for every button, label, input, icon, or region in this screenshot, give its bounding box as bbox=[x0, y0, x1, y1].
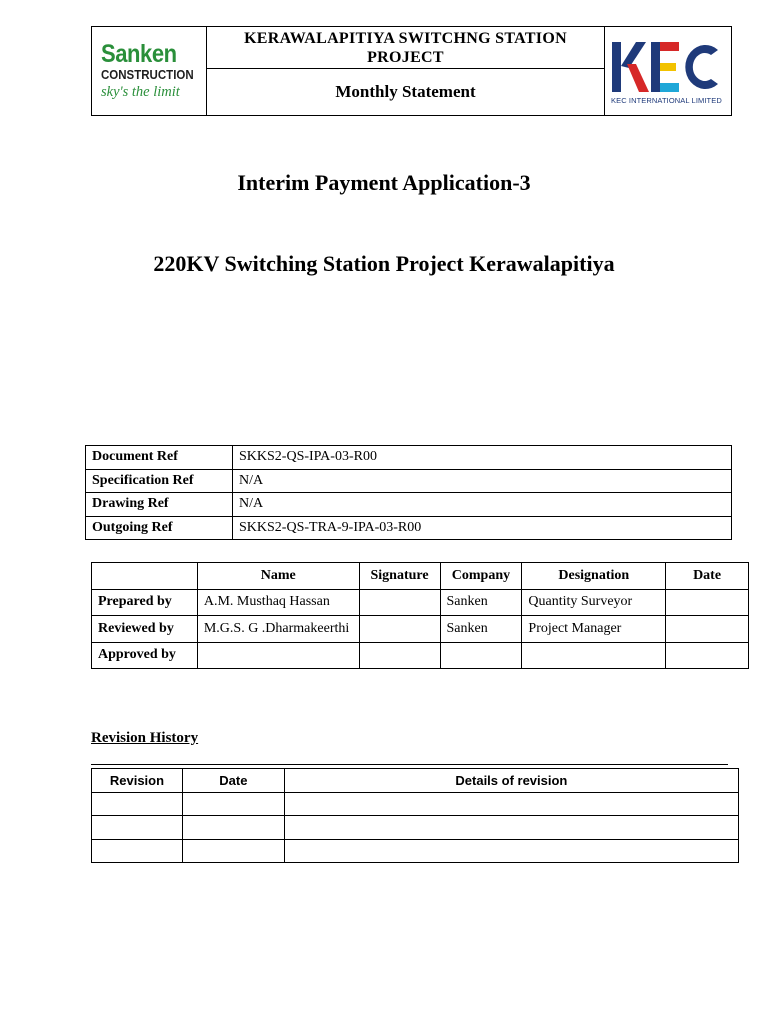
ref-label: Document Ref bbox=[86, 446, 233, 470]
kec-logo bbox=[605, 28, 731, 115]
name-cell: A.M. Musthaq Hassan bbox=[197, 589, 359, 616]
sanken-logo bbox=[92, 41, 206, 101]
kec-logo-mark bbox=[605, 28, 731, 98]
company-cell: Sanken bbox=[440, 589, 522, 616]
ref-label: Specification Ref bbox=[86, 469, 233, 493]
details-cell bbox=[284, 839, 738, 863]
table-row bbox=[92, 616, 749, 643]
table-row bbox=[92, 642, 749, 669]
column-header-company: Company bbox=[440, 563, 522, 590]
role-label: Prepared by bbox=[92, 589, 198, 616]
signature-cell bbox=[359, 642, 440, 669]
table-row bbox=[92, 839, 739, 863]
project-title-line2: PROJECT bbox=[367, 48, 444, 66]
table-header-row bbox=[92, 769, 739, 793]
designation-cell bbox=[522, 642, 666, 669]
date-cell bbox=[182, 792, 284, 816]
name-cell bbox=[197, 642, 359, 669]
signature-cell bbox=[359, 616, 440, 643]
column-header-revision: Revision bbox=[92, 769, 183, 793]
table-row bbox=[92, 792, 739, 816]
project-title-line1: KERAWALAPITIYA SWITCHNG STATION bbox=[244, 29, 567, 47]
column-header-name: Name bbox=[197, 563, 359, 590]
table-row bbox=[86, 493, 732, 517]
ref-value: N/A bbox=[233, 469, 732, 493]
name-cell: M.G.S. G .Dharmakeerthi bbox=[197, 616, 359, 643]
company-cell bbox=[440, 642, 522, 669]
revision-history-heading: Revision History bbox=[91, 730, 199, 746]
divider bbox=[91, 764, 728, 765]
application-title: Interim Payment Application-3 bbox=[237, 170, 531, 195]
signoff-table bbox=[91, 562, 749, 669]
designation-cell: Quantity Surveyor bbox=[522, 589, 666, 616]
kec-logo-caption: KEC INTERNATIONAL LIMITED bbox=[611, 95, 722, 105]
project-title-cell bbox=[207, 27, 605, 69]
revision-cell bbox=[92, 816, 183, 840]
table-row bbox=[86, 446, 732, 470]
reference-table bbox=[85, 445, 732, 540]
column-header bbox=[92, 563, 198, 590]
details-cell bbox=[284, 816, 738, 840]
date-cell bbox=[182, 816, 284, 840]
table-row bbox=[86, 516, 732, 540]
ref-value: SKKS2-QS-TRA-9-IPA-03-R00 bbox=[233, 516, 732, 540]
table-row bbox=[92, 589, 749, 616]
column-header-details: Details of revision bbox=[284, 769, 738, 793]
date-cell bbox=[666, 589, 749, 616]
column-header-signature: Signature bbox=[359, 563, 440, 590]
details-cell bbox=[284, 792, 738, 816]
revision-cell bbox=[92, 839, 183, 863]
role-label: Approved by bbox=[92, 642, 198, 669]
role-label: Reviewed by bbox=[92, 616, 198, 643]
document-header bbox=[91, 26, 732, 116]
ref-label: Drawing Ref bbox=[86, 493, 233, 517]
sanken-logo-subtitle: CONSTRUCTION bbox=[101, 68, 194, 82]
left-logo-cell bbox=[92, 27, 207, 116]
revision-table bbox=[91, 768, 739, 863]
right-logo-cell bbox=[605, 27, 732, 116]
table-row bbox=[86, 469, 732, 493]
statement-title: Monthly Statement bbox=[207, 69, 605, 116]
sanken-logo-name: Sanken bbox=[101, 40, 177, 68]
revision-cell bbox=[92, 792, 183, 816]
table-header-row bbox=[92, 563, 749, 590]
ref-value: N/A bbox=[233, 493, 732, 517]
date-cell bbox=[666, 616, 749, 643]
designation-cell: Project Manager bbox=[522, 616, 666, 643]
date-cell bbox=[182, 839, 284, 863]
date-cell bbox=[666, 642, 749, 669]
ref-label: Outgoing Ref bbox=[86, 516, 233, 540]
column-header-designation: Designation bbox=[522, 563, 666, 590]
column-header-date: Date bbox=[182, 769, 284, 793]
project-title: 220KV Switching Station Project Kerawalapitiya bbox=[153, 251, 615, 276]
sanken-logo-tagline: sky's the limit bbox=[101, 84, 180, 100]
signature-cell bbox=[359, 589, 440, 616]
column-header-date: Date bbox=[666, 563, 749, 590]
company-cell: Sanken bbox=[440, 616, 522, 643]
ref-value: SKKS2-QS-IPA-03-R00 bbox=[233, 446, 732, 470]
table-row bbox=[92, 816, 739, 840]
